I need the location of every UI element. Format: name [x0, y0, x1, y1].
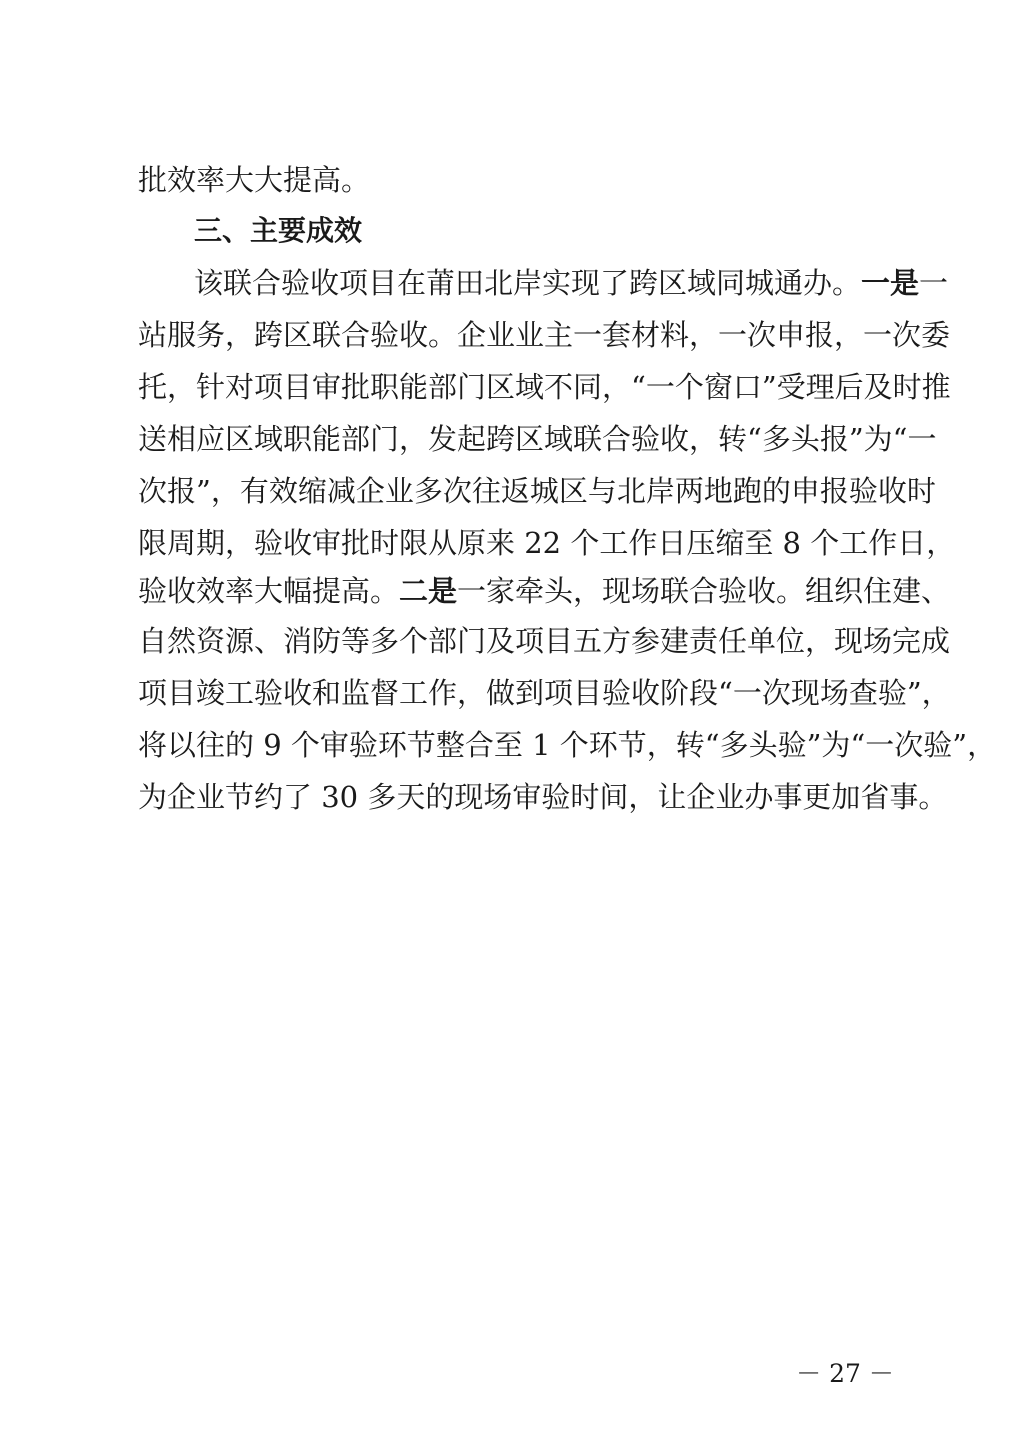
- paragraph-text: 一: [919, 266, 949, 300]
- paragraph-line: 站服务，跨区联合验收。企业业主一套材料，一次申报，一次委: [138, 318, 951, 352]
- paragraph-line: 送相应区域职能部门，发起跨区域联合验收，转“多头报”为“一: [138, 422, 937, 456]
- paragraph-text: 该联合验收项目在莆田北岸实现了跨区域同城通办。: [194, 266, 862, 300]
- page-number: － 27 －: [796, 1359, 894, 1388]
- paragraph-line: 托，针对项目审批职能部门区域不同，“一个窗口”受理后及时推: [138, 370, 951, 404]
- paragraph-text: 一家牵头，现场联合验收。组织住建、: [457, 574, 951, 608]
- emphasis-second: 二是: [399, 574, 458, 608]
- paragraph-line: 自然资源、消防等多个部门及项目五方参建责任单位，现场完成: [138, 624, 951, 658]
- paragraph-line: [194, 257, 949, 309]
- paragraph-line: [138, 565, 951, 617]
- paragraph-line: 次报”，有效缩减企业多次往返城区与北岸两地跑的申报验收时: [138, 474, 936, 508]
- paragraph-text: 验收效率大幅提高。: [138, 574, 400, 608]
- continuation-line: 批效率大大提高。: [138, 163, 371, 197]
- paragraph-line: 为企业节约了 30 多天的现场审验时间，让企业办事更加省事。: [138, 780, 948, 814]
- paragraph-line: 限周期，验收审批时限从原来 22 个工作日压缩至 8 个工作日，: [138, 526, 956, 560]
- paragraph-line: 项目竣工验收和监督工作，做到项目验收阶段“一次现场查验”，: [138, 676, 951, 710]
- section-heading: 三、主要成效: [194, 214, 363, 247]
- emphasis-first: 一是: [861, 266, 920, 300]
- paragraph-line: 将以往的 9 个审验环节整合至 1 个环节，转“多头验”为“一次验”，: [138, 728, 997, 762]
